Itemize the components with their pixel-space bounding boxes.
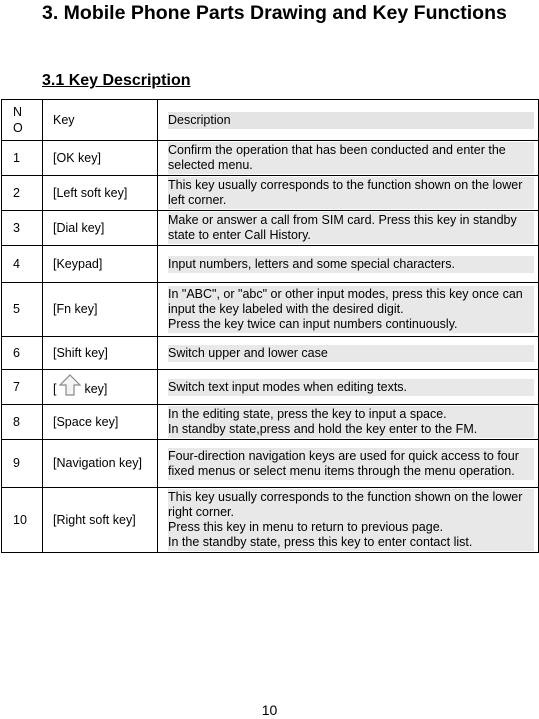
row-number: 5	[2, 283, 43, 337]
page-heading: 3. Mobile Phone Parts Drawing and Key Functions	[42, 2, 507, 24]
section-title: 3.1 Key Description	[42, 72, 191, 89]
row-number: 6	[2, 337, 43, 370]
row-number: 3	[2, 211, 43, 246]
description-line: In "ABC", or "abc" or other input modes, press this key once can input the key labeled with the desired digit.	[168, 287, 523, 316]
table-row	[2, 246, 539, 283]
header-no: N O	[2, 100, 43, 141]
description-line: In the standby state, press this key to enter contact list.	[168, 535, 473, 549]
key-description	[158, 246, 539, 283]
row-number: 10	[2, 488, 43, 553]
key-description	[158, 337, 539, 370]
key-name: [OK key]	[43, 141, 158, 176]
key-name: [Keypad]	[43, 246, 158, 283]
key-name: [Space key]	[43, 405, 158, 440]
row-number: 7	[2, 370, 43, 405]
description-line: In the editing state, press the key to input a space.	[168, 407, 447, 421]
row-number: 2	[2, 176, 43, 211]
key-name-prefix: [	[53, 382, 57, 396]
table-header-row	[2, 100, 539, 141]
key-name: [Shift key]	[43, 337, 158, 370]
key-description	[158, 283, 539, 337]
table-row	[2, 405, 539, 440]
key-description	[158, 370, 539, 405]
table-row	[2, 176, 539, 211]
key-description	[158, 176, 539, 211]
key-name: [Dial key]	[43, 211, 158, 246]
description-line: Press this key in menu to return to previous page.	[168, 520, 444, 534]
page-number: 10	[261, 702, 278, 718]
description-line: This key usually corresponds to the function shown on the lower right corner.	[168, 490, 523, 519]
row-number: 9	[2, 440, 43, 488]
table-row	[2, 211, 539, 246]
key-description	[158, 440, 539, 488]
description-line: Confirm the operation that has been conducted and enter the selected menu.	[168, 143, 506, 172]
key-name: [Navigation key]	[43, 440, 158, 488]
description-line: Switch upper and lower case	[168, 345, 328, 360]
description-line: Press the key twice can input numbers continuously.	[168, 317, 458, 331]
header-description: Description	[158, 100, 539, 141]
key-name-suffix: key]	[84, 382, 108, 396]
key-name: [Left soft key]	[43, 176, 158, 211]
row-number: 4	[2, 246, 43, 283]
key-name: [Fn key]	[43, 283, 158, 337]
key-name: [Right soft key]	[43, 488, 158, 553]
shift-arrow-icon	[58, 373, 82, 401]
key-description	[158, 211, 539, 246]
key-description	[158, 141, 539, 176]
key-description-table	[1, 99, 539, 553]
description-line: Input numbers, letters and some special characters.	[168, 256, 455, 271]
row-number: 1	[2, 141, 43, 176]
description-line: Make or answer a call from SIM card. Press this key in standby state to enter Call History.	[168, 213, 517, 242]
header-key: Key	[43, 100, 158, 141]
description-line: This key usually corresponds to the function shown on the lower left corner.	[168, 178, 523, 207]
table-row	[2, 370, 539, 405]
table-row	[2, 440, 539, 488]
key-description	[158, 405, 539, 440]
key-name	[43, 370, 158, 405]
description-line: In standby state,press and hold the key enter to the FM.	[168, 422, 478, 436]
table-row	[2, 488, 539, 553]
table-row	[2, 337, 539, 370]
table-row	[2, 283, 539, 337]
key-description	[158, 488, 539, 553]
description-line: Switch text input modes when editing texts.	[168, 379, 408, 394]
table-row	[2, 141, 539, 176]
row-number: 8	[2, 405, 43, 440]
description-line: Four-direction navigation keys are used for quick access to four fixed menus or select menu items through the menu operation.	[168, 448, 519, 478]
